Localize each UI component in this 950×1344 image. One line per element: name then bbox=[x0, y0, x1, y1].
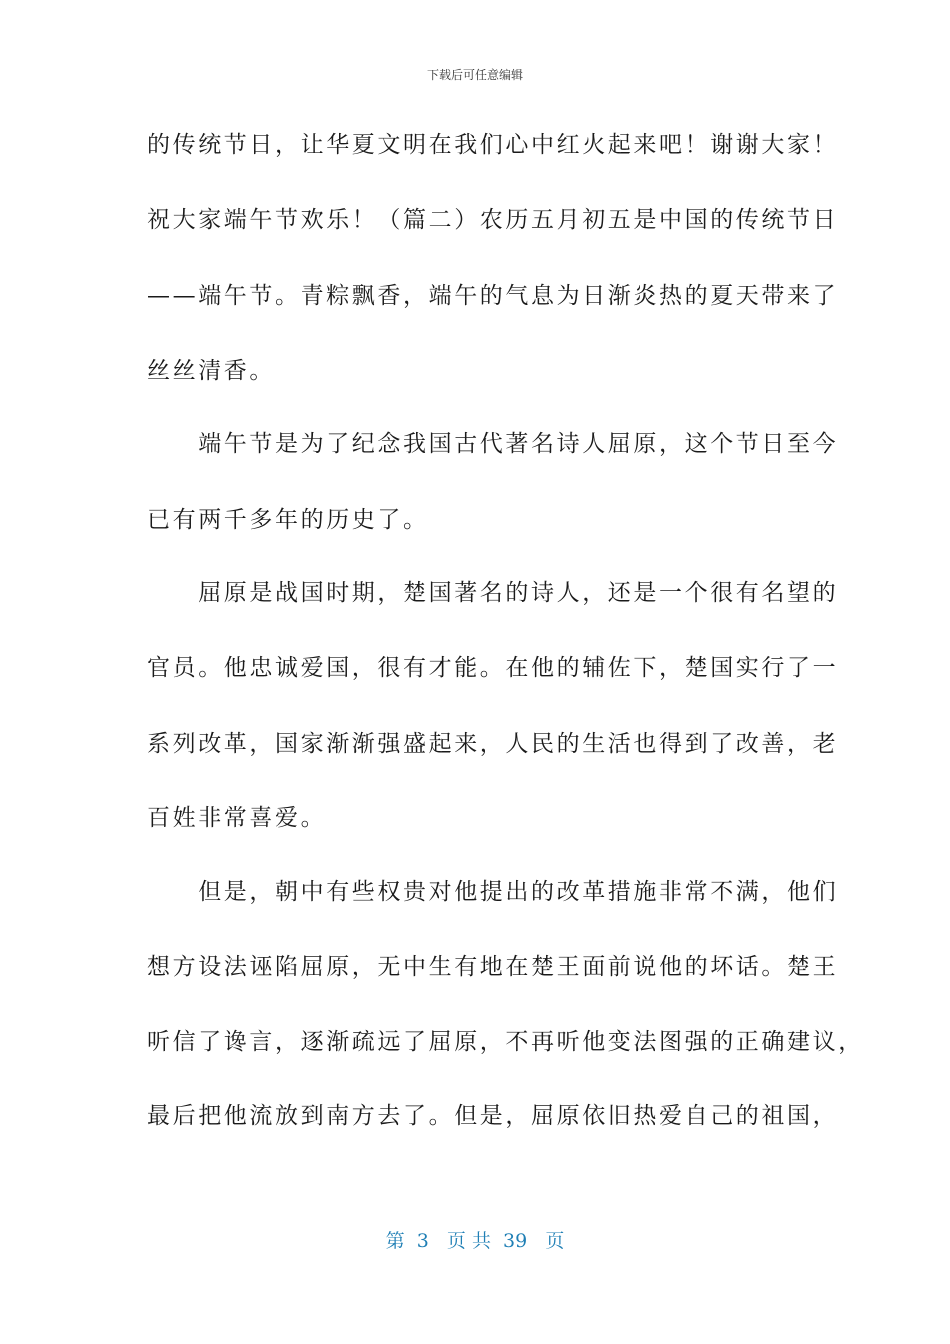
text-line: 系列改革，国家渐渐强盛起来，人民的生活也得到了改善，老 bbox=[147, 731, 839, 757]
text-line: ——端午节。青粽飘香，端午的气息为日渐炎热的夏天带来了 bbox=[147, 283, 839, 309]
text-line: 百姓非常喜爱。 bbox=[147, 805, 327, 831]
page-header: 下载后可任意编辑 bbox=[426, 68, 523, 82]
text-line: 屈原是战国时期，楚国著名的诗人，还是一个很有名望的 bbox=[147, 580, 839, 606]
text-line: 丝丝清香。 bbox=[147, 358, 275, 384]
text-line: 但是，朝中有些权贵对他提出的改革措施非常不满，他们 bbox=[147, 879, 839, 905]
text-line: 想方设法诬陷屈原，无中生有地在楚王面前说他的坏话。楚王 bbox=[147, 954, 839, 980]
text-line: 已有两千多年的历史了。 bbox=[147, 507, 429, 533]
text-line: 端午节是为了纪念我国古代著名诗人屈原，这个节日至今 bbox=[147, 431, 839, 457]
text-line: 官员。他忠诚爱国，很有才能。在他的辅佐下，楚国实行了一 bbox=[147, 655, 839, 681]
text-line: 最后把他流放到南方去了。但是，屈原依旧热爱自己的祖国， bbox=[147, 1103, 839, 1129]
text-line: 的传统节日，让华夏文明在我们心中红火起来吧！谢谢大家！ bbox=[147, 132, 839, 158]
page-footer: 第 3 页 共 39 页 bbox=[385, 1230, 565, 1252]
text-line: 听信了谗言，逐渐疏远了屈原，不再听他变法图强的正确建议， bbox=[147, 1029, 864, 1055]
text-line: 祝大家端午节欢乐！（篇二）农历五月初五是中国的传统节日 bbox=[147, 207, 839, 233]
